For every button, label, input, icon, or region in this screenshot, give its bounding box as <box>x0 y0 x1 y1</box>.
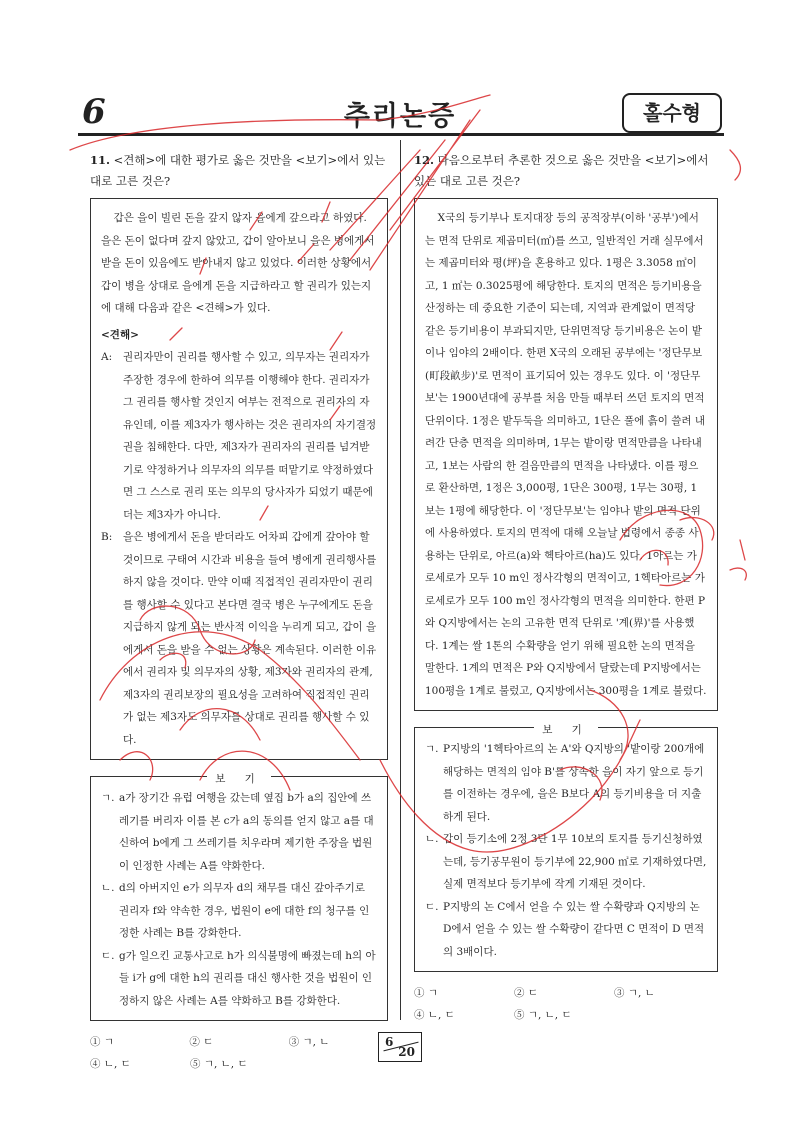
question-11-passage: 갑은 을이 빌린 돈을 갚지 않자 을에게 갚으라고 하였다. 을은 돈이 없다며 갚지 않았고, 갑이 알아보니 을은 병에게서 받을 돈이 있음에도 받아내지 않고 있었다. 이러한 상황에서 갑이 병을 상대로 을에게 돈을 지급하라고 할 권리가 있는지에 대해 다음과 같은 <견해>가 있다. <box>101 212 375 314</box>
question-11-passage-box <box>90 198 388 760</box>
bogi-title: 보 기 <box>207 773 271 785</box>
bogi-text: P지방의 논 C에서 얻을 수 있는 쌀 수확량과 Q지방의 논 D에서 얻을 수 있는 쌀 수확량이 같다면 C 면적이 D 면적의 3배이다. <box>443 900 705 958</box>
bogi-text: a가 장기간 유럽 여행을 갔는데 옆집 b가 a의 집안에 쓰레기를 버리자 이를 본 c가 a의 동의를 얻지 않고 a를 대신하여 b에게 그 쓰레기를 치우라며 제기한 주장을 법원이 인정한 사례는 A를 약화한다. <box>119 792 374 872</box>
question-12 <box>414 150 718 1026</box>
bogi-item <box>101 787 377 877</box>
bogi-text: P지방의 '1헥타아르의 논 A'와 Q지방의 '밭이랑 200개에 해당하는 면적의 임야 B'를 상속한 을이 자기 앞으로 등기를 이전하는 경우에, 을은 B보다 A의 등기비용을 더 지출하게 된다. <box>443 743 705 823</box>
choice-3[interactable]: ③ ㄱ, ㄴ <box>288 1036 330 1048</box>
bogi-item <box>101 945 377 1013</box>
question-11 <box>90 150 388 1075</box>
page-number-large: 6 <box>82 92 106 132</box>
bogi-item <box>425 738 707 828</box>
bogi-text: 갑이 등기소에 2정 3단 1무 10보의 토지를 등기신청하였는데, 등기공무원이 등기부에 22,900 ㎡로 기재하였다면, 실제 면적보다 등기부에 작게 기재된 것이다. <box>443 833 707 890</box>
bogi-key: ㄷ. <box>101 949 115 962</box>
page-title: 추리논증 <box>343 101 457 132</box>
opinion-label: <견해> <box>101 328 139 341</box>
bogi-item <box>425 828 707 896</box>
question-12-prompt <box>414 150 718 192</box>
choice-2[interactable]: ② ㄷ <box>514 987 538 999</box>
bogi-text: g가 일으킨 교통사고로 h가 의식불명에 빠졌는데 h의 아들 i가 g에 대한 h의 권리를 대신 행사한 것을 법원이 인정하지 않은 사례는 A를 약화하고 B를 강화한다. <box>119 949 376 1007</box>
question-12-bogi-box <box>414 724 718 972</box>
choice-5[interactable]: ⑤ ㄱ, ㄴ, ㄷ <box>514 1009 572 1021</box>
question-11-choices <box>90 1031 388 1075</box>
choice-4[interactable]: ④ ㄴ, ㄷ <box>414 1009 455 1021</box>
choice-4[interactable]: ④ ㄴ, ㄷ <box>90 1058 131 1070</box>
choice-5[interactable]: ⑤ ㄱ, ㄴ, ㄷ <box>190 1058 248 1070</box>
header-rule <box>78 133 724 136</box>
bogi-item <box>425 896 707 964</box>
bogi-item <box>101 877 377 945</box>
choice-1[interactable]: ① ㄱ <box>90 1036 114 1048</box>
choice-2[interactable]: ② ㄷ <box>189 1036 214 1048</box>
question-11-bogi-box <box>90 773 388 1021</box>
question-11-prompt-text: <견해>에 대한 평가로 옳은 것만을 <보기>에서 있는 대로 고른 것은? <box>90 153 386 188</box>
opinion-b-key: B: <box>101 531 113 543</box>
opinion-a <box>101 346 377 526</box>
opinion-b <box>101 526 377 751</box>
bogi-key: ㄱ. <box>425 743 439 755</box>
question-12-passage: X국의 등기부나 토지대장 등의 공적장부(이하 '공부')에서는 면적 단위로 제곱미터(㎡)를 쓰고, 일반적인 거래 실무에서는 제곱미터와 평(坪)을 혼용하고 있다. 1평은 3.3058 ㎡이고, 1 ㎡는 0.3025평에 해당한다. 토지의 면적은 등기비용을 산정하는 데 중요한 기준이 되는데, 지역과 관계없이 면적당 같은 등기비용이 부과되지만, 단위면적당 등기비용은 논이 밭이나 임야의 2배이다. 한편 X국의 오래된 공부에는 '정단무보(町段畝步)'로 면적이 표기되어 있는 경우도 있다. 이 '정단무보'는 1900년대에 공부를 처음 만들 때부터 쓰던 토지의 면적 단위이다. 1정은 밭두둑을 의미하고, 1단은 풀에 흙이 쓸려 내려간 단층 면적을 의미하며, 1무는 밭이랑 면적만큼을 나타내고, 1보는 사람의 한 걸음만큼의 면적을 나타냈다. 이를 평으로 환산하면, 1정은 3,000평, 1단은 300평, 1무는 30평, 1보는 1평에 해당한다. 이 '정단무보'는 임야나 밭의 면적 단위에 사용하였다. 토지의 면적에 대해 오늘날 법령에서 종종 사용하는 단위로, 아르(a)와 헥타아르(ha)도 있다. 1아르는 가로세로가 모두 10 m인 정사각형의 면적이고, 1헥타아르는 가로세로가 모두 100 m인 정사각형의 면적을 의미한다. 한편 P와 Q지방에서는 논의 고유한 면적 단위로 '계(界)'를 사용했다. 1계는 쌀 1톤의 수확량을 얻기 위해 필요한 논의 면적을 말한다. 1계의 면적은 P와 Q지방에서 달랐는데 P지방에서는 100평을 1계로 불렀고, Q지방에서는 300평을 1계로 불렀다. <box>425 212 707 697</box>
bogi-title: 보 기 <box>534 724 598 736</box>
page-indicator-total: 20 <box>398 1045 415 1059</box>
question-12-choices <box>414 982 718 1026</box>
opinion-a-key: A: <box>101 351 113 363</box>
question-12-number: 12. <box>414 153 435 167</box>
page-indicator <box>378 1032 422 1062</box>
bogi-text: d의 아버지인 e가 의무자 d의 채무를 대신 갚아주기로 권리자 f와 약속한 경우, 법원이 e에 대한 f의 청구를 인정한 사례는 B를 강화한다. <box>119 882 370 939</box>
ink-stroke <box>730 150 740 180</box>
ink-stroke <box>730 540 746 580</box>
exam-type-badge: 홀수형 <box>622 93 722 133</box>
opinion-b-text: 을은 병에게서 돈을 받더라도 어차피 갑에게 갚아야 할 것이므로 구태여 시간과 비용을 들여 병에게 권리행사를 하지 않을 것이다. 만약 이때 직접적인 권리자만이 권리를 행사할 수 있다고 본다면 결국 병은 누구에게도 돈을 지급하지 않게 되는 반사적 이익을 누리게 되고, 갑이 을에게서 돈을 받을 수 없는 상황은 계속된다. 이러한 이유에서 권리자 및 의무자의 상황, 제3자와 권리자의 관계, 제3자의 권리보장의 필요성을 고려하여 직접적인 권리가 없는 제3자도 의무자를 상대로 권리를 행사할 수 있다. <box>123 531 377 746</box>
question-12-prompt-text: 다음으로부터 추론한 것으로 옳은 것만을 <보기>에서 있는 대로 고른 것은? <box>414 153 709 188</box>
column-divider <box>400 140 401 1020</box>
question-11-prompt <box>90 150 388 192</box>
choice-3[interactable]: ③ ㄱ, ㄴ <box>614 987 655 999</box>
question-12-passage-box <box>414 198 718 711</box>
bogi-key: ㄱ. <box>101 792 115 804</box>
bogi-key: ㄴ. <box>101 882 115 894</box>
bogi-key: ㄴ. <box>425 833 439 845</box>
page-indicator-current: 6 <box>385 1035 394 1049</box>
choice-1[interactable]: ① ㄱ <box>414 987 438 999</box>
bogi-key: ㄷ. <box>425 900 439 913</box>
opinion-a-text: 권리자만이 권리를 행사할 수 있고, 의무자는 권리자가 주장한 경우에 한하여 의무를 이행해야 한다. 권리자가 그 권리를 행사할 것인지 여부는 전적으로 권리자의 자유인데, 이를 제3자가 행사하는 것은 권리자의 자기결정권을 침해한다. 다만, 제3자가 권리자의 권리를 넘겨받기로 약정하거나 의무자의 의무를 떠맡기로 약정하였다면 그 스스로 권리 또는 의무의 당사자가 되었기 때문에 더는 제3자가 아니다. <box>123 351 377 521</box>
question-11-number: 11. <box>90 153 111 167</box>
